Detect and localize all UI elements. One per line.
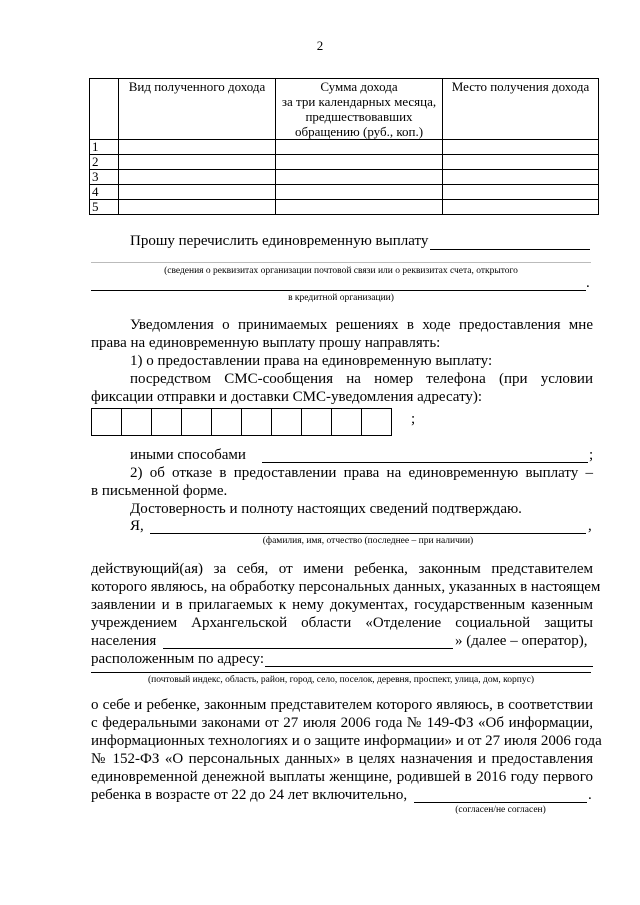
income-table — [89, 78, 599, 215]
law-line-5: единовременной денежной выплаты женщине, родившей в 2016 году первого — [91, 769, 593, 785]
header-income-place: Место получения дохода — [443, 79, 599, 140]
consent-line-1: действующий(ая) за себя, от имени ребенка, законным представителем — [91, 561, 593, 577]
table-row — [90, 155, 599, 170]
phone-digit-cell[interactable] — [151, 408, 182, 436]
i-label: Я, — [130, 518, 144, 534]
law-line-3: информационных технологиях и о защите информации» и от 27 июля 2006 года — [91, 733, 602, 749]
population-end: » (далее – оператор), — [455, 633, 588, 649]
income-amount-cell[interactable] — [276, 170, 443, 185]
transfer-field-line[interactable] — [430, 249, 590, 250]
income-place-cell[interactable] — [443, 170, 599, 185]
located-label: расположенным по адресу: — [91, 651, 264, 667]
phone-digit-cell[interactable] — [211, 408, 242, 436]
page-number: 2 — [316, 38, 324, 53]
other-ways-end: ; — [589, 447, 594, 463]
transfer-period: . — [586, 275, 590, 291]
transfer-request-text: Прошу перечислить единовременную выплату — [130, 233, 429, 249]
transfer-caption-1: (сведения о реквизитах организации почтовой связи или о реквизитах счета, открытого — [164, 266, 518, 276]
table-row — [90, 140, 599, 155]
consent-line-2: которого являюсь, на обработку персональных данных, указанных в настоящем — [91, 579, 601, 595]
other-ways-field[interactable] — [262, 462, 588, 463]
department-field[interactable] — [163, 648, 453, 649]
confirm-text: Достоверность и полноту настоящих сведений подтверждаю. — [130, 501, 522, 517]
full-name-field[interactable] — [150, 533, 586, 534]
row-number: 3 — [90, 170, 119, 185]
header-income-amount: Сумма дохода за три календарных месяца, предшествовавших обращению (руб., коп.) — [276, 79, 443, 140]
table-row — [90, 170, 599, 185]
row-number: 4 — [90, 185, 119, 200]
law-line-6: ребенка в возрасте от 22 до 24 лет включительно, — [91, 787, 408, 803]
notify-line-2: права на единовременную выплату прошу направлять: — [91, 335, 441, 351]
table-row — [90, 200, 599, 215]
header-income-type: Вид полученного дохода — [119, 79, 276, 140]
other-ways-label: иными способами — [130, 447, 246, 463]
phone-digit-cell[interactable] — [361, 408, 392, 436]
row-number: 5 — [90, 200, 119, 215]
income-place-cell[interactable] — [443, 155, 599, 170]
row-number: 1 — [90, 140, 119, 155]
phone-digit-cell[interactable] — [91, 408, 122, 436]
income-place-cell[interactable] — [443, 185, 599, 200]
transfer-field-line-2[interactable] — [91, 290, 586, 291]
address-field[interactable] — [265, 666, 593, 667]
income-place-cell[interactable] — [443, 140, 599, 155]
phone-digit-cell[interactable] — [121, 408, 152, 436]
phone-digit-cell[interactable] — [241, 408, 272, 436]
divider — [91, 262, 591, 263]
income-type-cell[interactable] — [119, 200, 276, 215]
address-caption: (почтовый индекс, область, район, город, село, поселок, деревня, проспект, улица, дом, корпус) — [147, 675, 534, 685]
income-table-header — [90, 79, 599, 140]
notify-item-2-line-2: в письменной форме. — [91, 483, 228, 499]
phone-digit-cell[interactable] — [331, 408, 362, 436]
notify-item-1: 1) о предоставлении права на единовременную выплату: — [130, 353, 493, 369]
phone-digit-cell[interactable] — [301, 408, 332, 436]
income-type-cell[interactable] — [119, 140, 276, 155]
income-type-cell[interactable] — [119, 155, 276, 170]
income-amount-cell[interactable] — [276, 140, 443, 155]
agree-field[interactable] — [414, 802, 587, 803]
population-label: населения — [91, 633, 157, 649]
i-end: , — [588, 518, 592, 534]
income-amount-cell[interactable] — [276, 155, 443, 170]
law-line-2: с федеральными законами от 27 июля 2006 года № 149-ФЗ «Об информации, — [91, 715, 593, 731]
sms-line-1: посредством СМС-сообщения на номер телефона (при условии — [130, 371, 593, 387]
phone-digit-cell[interactable] — [271, 408, 302, 436]
phone-digit-cell[interactable] — [181, 408, 212, 436]
income-amount-cell[interactable] — [276, 185, 443, 200]
income-place-cell[interactable] — [443, 200, 599, 215]
income-amount-cell[interactable] — [276, 200, 443, 215]
law-last-end: . — [588, 787, 592, 803]
income-type-cell[interactable] — [119, 185, 276, 200]
transfer-caption-2: в кредитной организации) — [288, 293, 394, 303]
law-line-1: о себе и ребенке, законным представителем которого являюсь, в соответствии — [91, 697, 593, 713]
phone-number-cells[interactable] — [91, 408, 392, 436]
phone-semicolon: ; — [411, 411, 416, 427]
notify-item-2-line-1: 2) об отказе в предоставлении права на единовременную выплату – — [130, 465, 593, 481]
address-field-2[interactable] — [91, 672, 591, 673]
consent-line-4: учреждением Архангельской области «Отделение социальной защиты — [91, 615, 593, 631]
table-row — [90, 185, 599, 200]
consent-line-3: заявлении и в прилагаемых к нему документах, государственным казенным — [91, 597, 593, 613]
sms-line-2: фиксации отправки и доставки СМС-уведомления адресату): — [91, 389, 483, 405]
income-type-cell[interactable] — [119, 170, 276, 185]
agree-caption: (согласен/не согласен) — [455, 805, 546, 815]
notify-line-1: Уведомления о принимаемых решениях в ходе предоставления мне — [130, 317, 593, 333]
law-line-4: № 152-ФЗ «О персональных данных» в целях назначения и предоставления — [91, 751, 593, 767]
row-number: 2 — [90, 155, 119, 170]
name-caption: (фамилия, имя, отчество (последнее – при наличии) — [262, 536, 474, 546]
